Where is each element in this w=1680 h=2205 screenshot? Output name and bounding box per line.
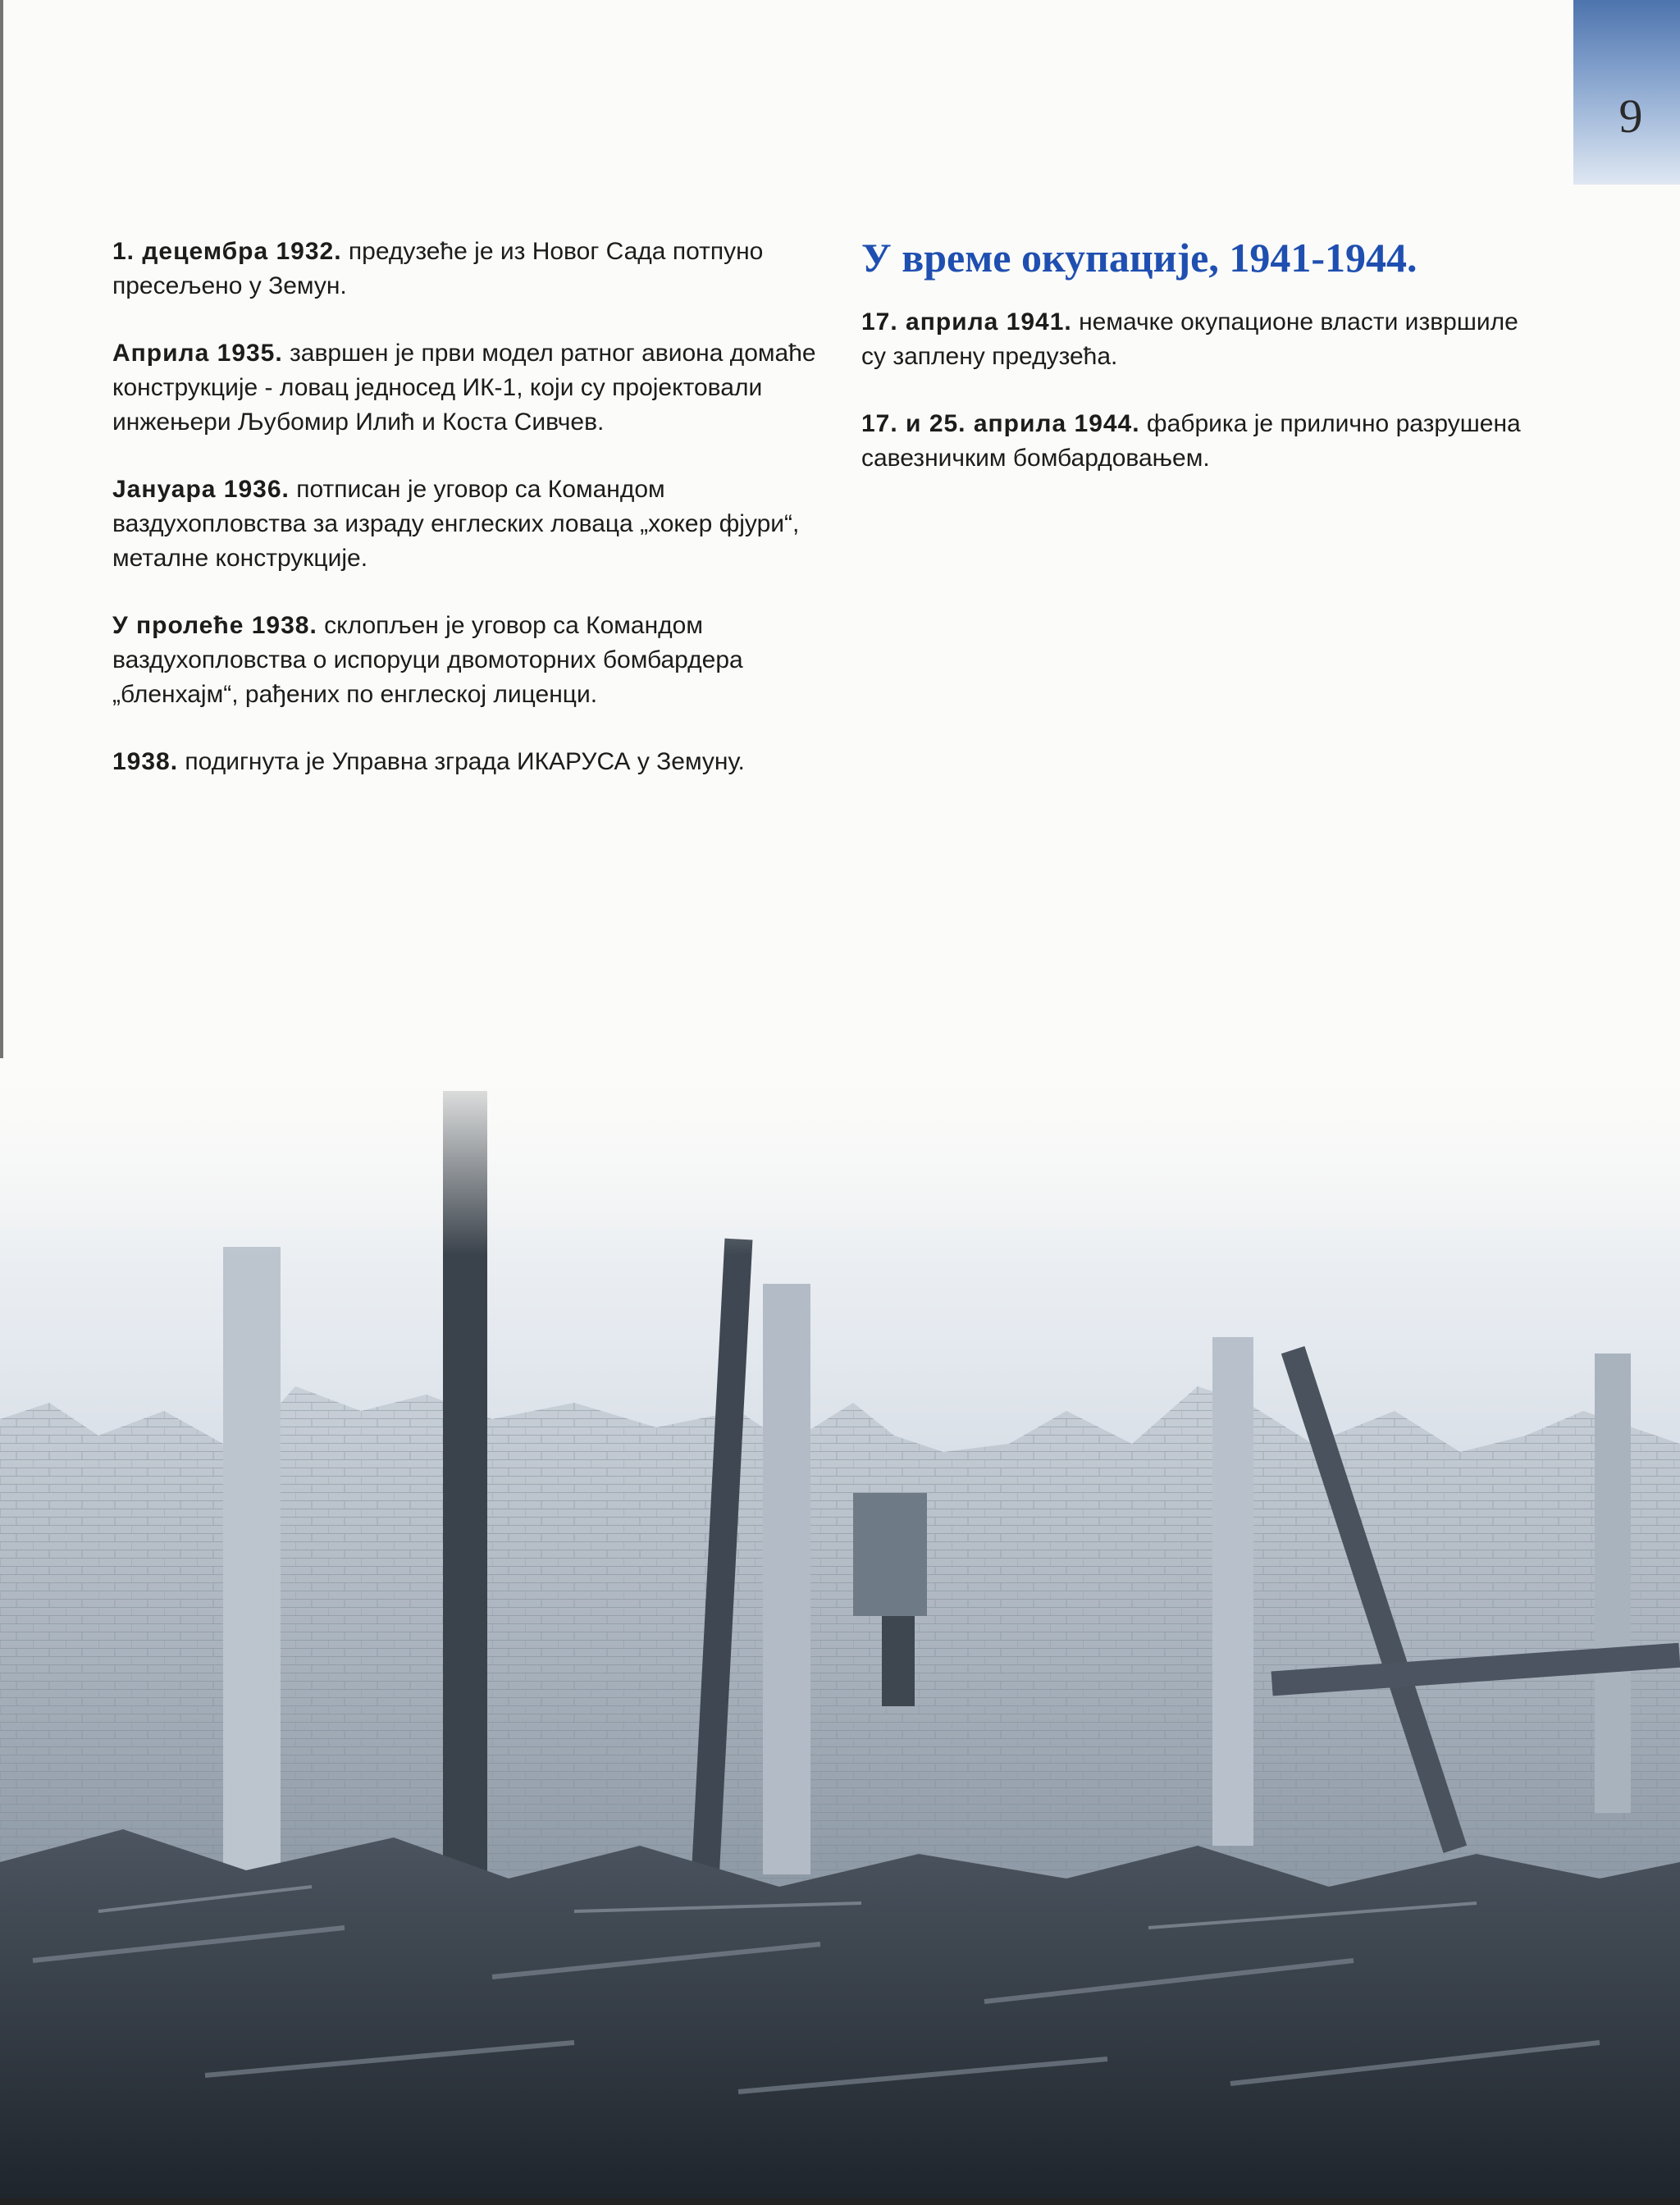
timeline-entry <box>861 305 1526 374</box>
page-bottom-edge <box>0 2198 1680 2205</box>
entry-text: потписан је уговор са Командом ваздухопловства за израду енглеских ловаца „хокер фјури“, металне конструкције. <box>112 476 800 572</box>
entry-text: предузеће је из Новог Сада потпуно пресељено у Земун. <box>112 238 764 299</box>
timeline-entry <box>112 336 834 440</box>
timeline-right-column <box>861 235 1526 509</box>
timeline-entry <box>861 407 1526 476</box>
bombed-factory-photo <box>0 1058 1680 2205</box>
timeline-entry <box>112 235 834 304</box>
entry-text: подигнута је Управна зграда ИКАРУСА у Земуну. <box>185 748 745 775</box>
entry-date: Априла 1935. <box>112 340 283 367</box>
page-number: 9 <box>1618 89 1643 143</box>
entry-text: завршен је први модел ратног авиона домаће конструкције - ловац једносед ИК-1, који су пројектовали инжењери Љубомир Илић и Коста Сивчев. <box>112 340 816 436</box>
entry-text: немачке окупационе власти извршиле су заплену предузећа. <box>861 308 1518 370</box>
entry-date: 17. и 25. априла 1944. <box>861 410 1140 437</box>
entry-date: Јануара 1936. <box>112 476 290 503</box>
entry-text: склопљен је уговор са Командом ваздухопловства о испоруци двомоторних бомбардера „бленхајм“, рађених по енглеској лиценци. <box>112 612 743 708</box>
timeline-entry <box>112 472 834 576</box>
section-title: У време окупације, 1941-1944. <box>861 235 1418 281</box>
timeline-entry <box>112 609 834 712</box>
entry-date: 1938. <box>112 748 179 775</box>
entry-date: 1. децембра 1932. <box>112 238 342 265</box>
entry-text: фабрика је прилично разрушена савезничким бомбардовањем. <box>861 410 1521 472</box>
entry-date: У пролеће 1938. <box>112 612 317 639</box>
timeline-left-column <box>112 235 834 812</box>
timeline-entry <box>112 745 834 779</box>
entry-date: 17. априла 1941. <box>861 308 1072 336</box>
